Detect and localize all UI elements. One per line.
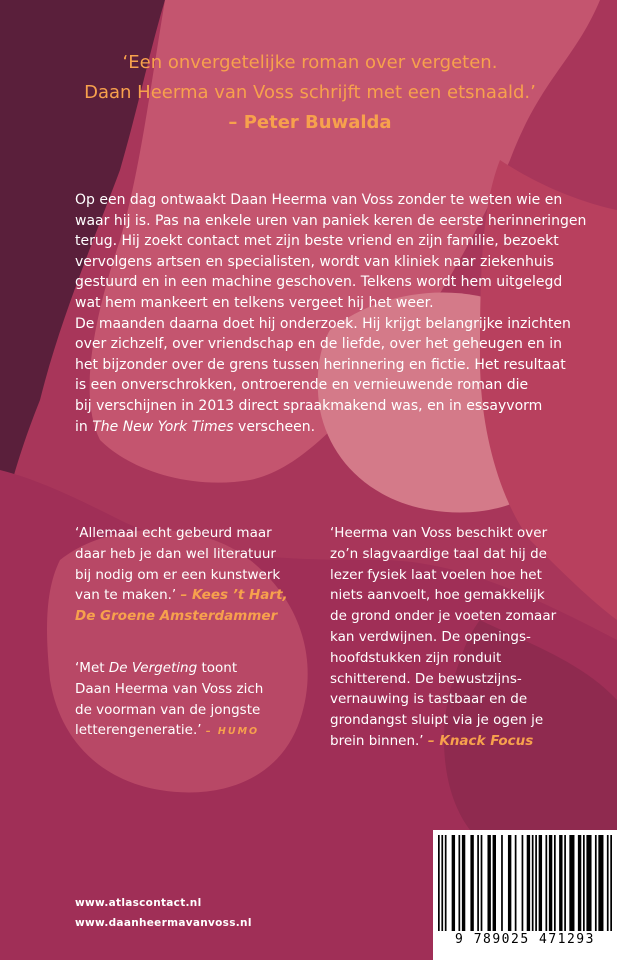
barcode-bar [583, 835, 585, 931]
barcode-bar [586, 835, 591, 931]
barcode-bars [438, 835, 612, 933]
blurb-last-suffix: verscheen. [233, 418, 316, 435]
barcode-bar [470, 835, 473, 931]
review-text: ‘Met [75, 660, 109, 676]
review-line [330, 731, 580, 752]
review-line [75, 658, 315, 679]
barcode-bar [578, 835, 581, 931]
blurb-line: De maanden daarna doet hij onderzoek. Hij krijgt belangrijke inzichten [75, 315, 571, 332]
blurb-line: gestuurd en in een machine geschoven. Telkens wordt hem uitgelegd [75, 274, 563, 291]
review-source: – Knack Focus [427, 732, 534, 749]
barcode-bar [522, 835, 524, 931]
review-line: Daan Heerma van Voss zich [75, 680, 264, 697]
review-line: ‘Heerma van Voss beschikt over [330, 525, 548, 541]
blurb-line: over zichzelf, over vriendschap en de liefde, over het geheugen en in [75, 336, 562, 353]
barcode-bar [539, 835, 542, 931]
review-line: schitterend. De bewustzijns- [330, 670, 522, 687]
blurb-line: waar hij is. Pas na enkele uren van paniek keren de eerste herinneringen [75, 212, 587, 229]
barcode-bar [487, 835, 490, 931]
barcode-bar [559, 835, 562, 931]
blurb-line: Op een dag ontwaakt Daan Heerma van Voss zonder te weten wie en [75, 192, 563, 208]
review-source: – Kees ’t Hart, [180, 587, 288, 604]
barcode-bar [452, 835, 455, 931]
barcode-bar [610, 835, 612, 931]
review-line: ‘Allemaal echt gebeurd maar [75, 525, 272, 541]
isbn-number: 9 789025 471293 [455, 932, 595, 947]
review-line: lezer fysiek laat voelen hoe het [330, 566, 542, 583]
barcode-bar [564, 835, 566, 931]
review-line: zo’n slagvaardige taal dat hij de [330, 545, 547, 562]
review-line: daar heb je dan wel literatuur [75, 545, 276, 562]
barcode-bar [462, 835, 465, 931]
barcode-bar [607, 835, 609, 931]
barcode-bar [477, 835, 479, 931]
blurb-last-line [75, 417, 565, 438]
barcode-bar [493, 835, 496, 931]
blurb-line: bij verschijnen in 2013 direct spraakmakend was, en in essayvorm [75, 397, 543, 414]
review-line [75, 585, 315, 606]
blurb-line: het bijzonder over de grens tussen herinnering en fictie. Het resultaat [75, 356, 566, 373]
barcode-bar [598, 835, 603, 931]
blurb-last-prefix: in [75, 418, 93, 435]
review-humo [75, 658, 315, 743]
barcode-bar [545, 835, 547, 931]
top-quote [60, 48, 560, 138]
barcode-bar [441, 835, 443, 931]
review-line: kan verdwijnen. De openings- [330, 628, 531, 645]
barcode-bar [532, 835, 534, 931]
blurb [75, 190, 587, 437]
blurb-line: vervolgens artsen en specialisten, wordt van kliniek naar ziekenhuis [75, 253, 554, 270]
barcode-bar [438, 835, 440, 931]
top-quote-line-1: ‘Een onvergetelijke roman over vergeten. [122, 52, 498, 73]
barcode-bar [595, 835, 597, 931]
barcode-bar [501, 835, 503, 931]
barcode-bar [527, 835, 530, 931]
barcode-bar [569, 835, 574, 931]
barcode [433, 830, 617, 960]
review-text: letterengeneratie.’ [75, 722, 206, 739]
review-line: de voorman van de jongste [75, 701, 261, 718]
author-url: www.daanheermavanvoss.nl [75, 917, 252, 929]
review-text: brein binnen.’ [330, 732, 428, 749]
book-title: De Vergeting [108, 660, 198, 676]
review-knack-focus [330, 523, 580, 752]
blurb-line: wat hem mankeert en telkens vergeet hij het weer. [75, 294, 434, 311]
review-line: bij nodig om er een kunstwerk [75, 566, 281, 583]
barcode-bar [445, 835, 447, 931]
barcode-bar [535, 835, 537, 931]
review-kees-t-hart [75, 523, 315, 627]
review-text: toont [197, 660, 238, 676]
review-source-publication: De Groene Amsterdammer [75, 608, 278, 625]
top-quote-attribution: – Peter Buwalda [228, 112, 392, 133]
review-line: vernauwing is tastbaar en de [330, 691, 528, 708]
newspaper-title: The New York Times [92, 418, 234, 435]
barcode-bar [515, 835, 517, 931]
barcode-bar [481, 835, 483, 931]
review-text: van te maken.’ [75, 587, 181, 604]
barcode-bar [549, 835, 552, 931]
barcode-bar [508, 835, 511, 931]
publisher-url: www.atlascontact.nl [75, 897, 202, 909]
review-line: niets aanvoelt, hoe gemakkelijk [330, 587, 545, 604]
review-line: grondangst sluipt via je ogen je [330, 712, 544, 729]
review-line: hoofdstukken zijn ronduit [330, 649, 502, 666]
website-links [75, 893, 252, 933]
blurb-line: terug. Hij zoekt contact met zijn beste vriend en zijn familie, bezoekt [75, 233, 559, 250]
top-quote-line-2: Daan Heerma van Voss schrijft met een etsnaald.’ [84, 82, 536, 103]
review-line [75, 720, 315, 743]
barcode-bar [458, 835, 460, 931]
review-line: de grond onder je voeten zomaar [330, 608, 557, 625]
blurb-line: is een onverschrokken, ontroerende en vernieuwende roman die [75, 377, 529, 394]
barcode-bar [554, 835, 556, 931]
review-source: – HUMO [205, 726, 260, 738]
